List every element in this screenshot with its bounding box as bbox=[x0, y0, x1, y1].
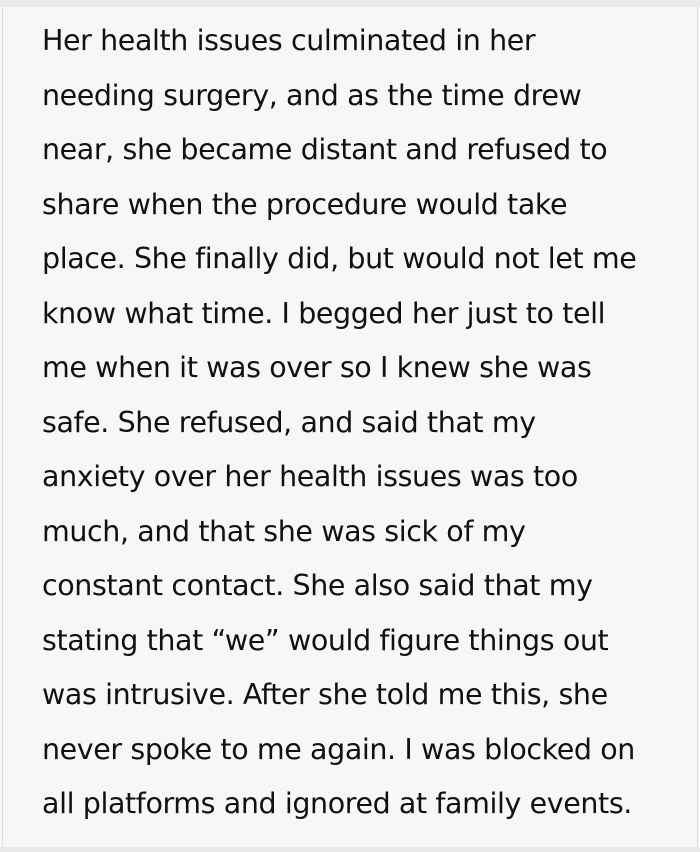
text-line: stating that “we” would figure things out bbox=[42, 623, 609, 657]
text-line: know what time. I begged her just to tell bbox=[42, 296, 606, 330]
text-line: near, she became distant and refused to bbox=[42, 133, 608, 166]
story-text-block bbox=[42, 14, 684, 832]
text-line: all platforms and ignored at family events. bbox=[42, 787, 632, 820]
page-edge-bottom bbox=[0, 847, 700, 852]
text-line: Her health issues culminated in her bbox=[42, 24, 536, 57]
text-line: anxiety over her health issues was too bbox=[42, 460, 578, 493]
text-line: share when the procedure would take bbox=[42, 187, 568, 221]
text-line: much, and that she was sick of my bbox=[42, 514, 526, 548]
text-line: place. She finally did, but would not let me bbox=[42, 242, 637, 275]
text-line: was intrusive. After she told me this, she bbox=[42, 678, 608, 711]
text-line: constant contact. She also said that my bbox=[42, 569, 593, 602]
text-line: safe. She refused, and said that my bbox=[42, 405, 536, 439]
page-edge-top bbox=[0, 0, 700, 7]
text-line: me when it was over so I knew she was bbox=[42, 351, 592, 384]
text-line: needing surgery, and as the time drew bbox=[42, 78, 582, 112]
text-line: never spoke to me again. I was blocked on bbox=[42, 732, 635, 766]
